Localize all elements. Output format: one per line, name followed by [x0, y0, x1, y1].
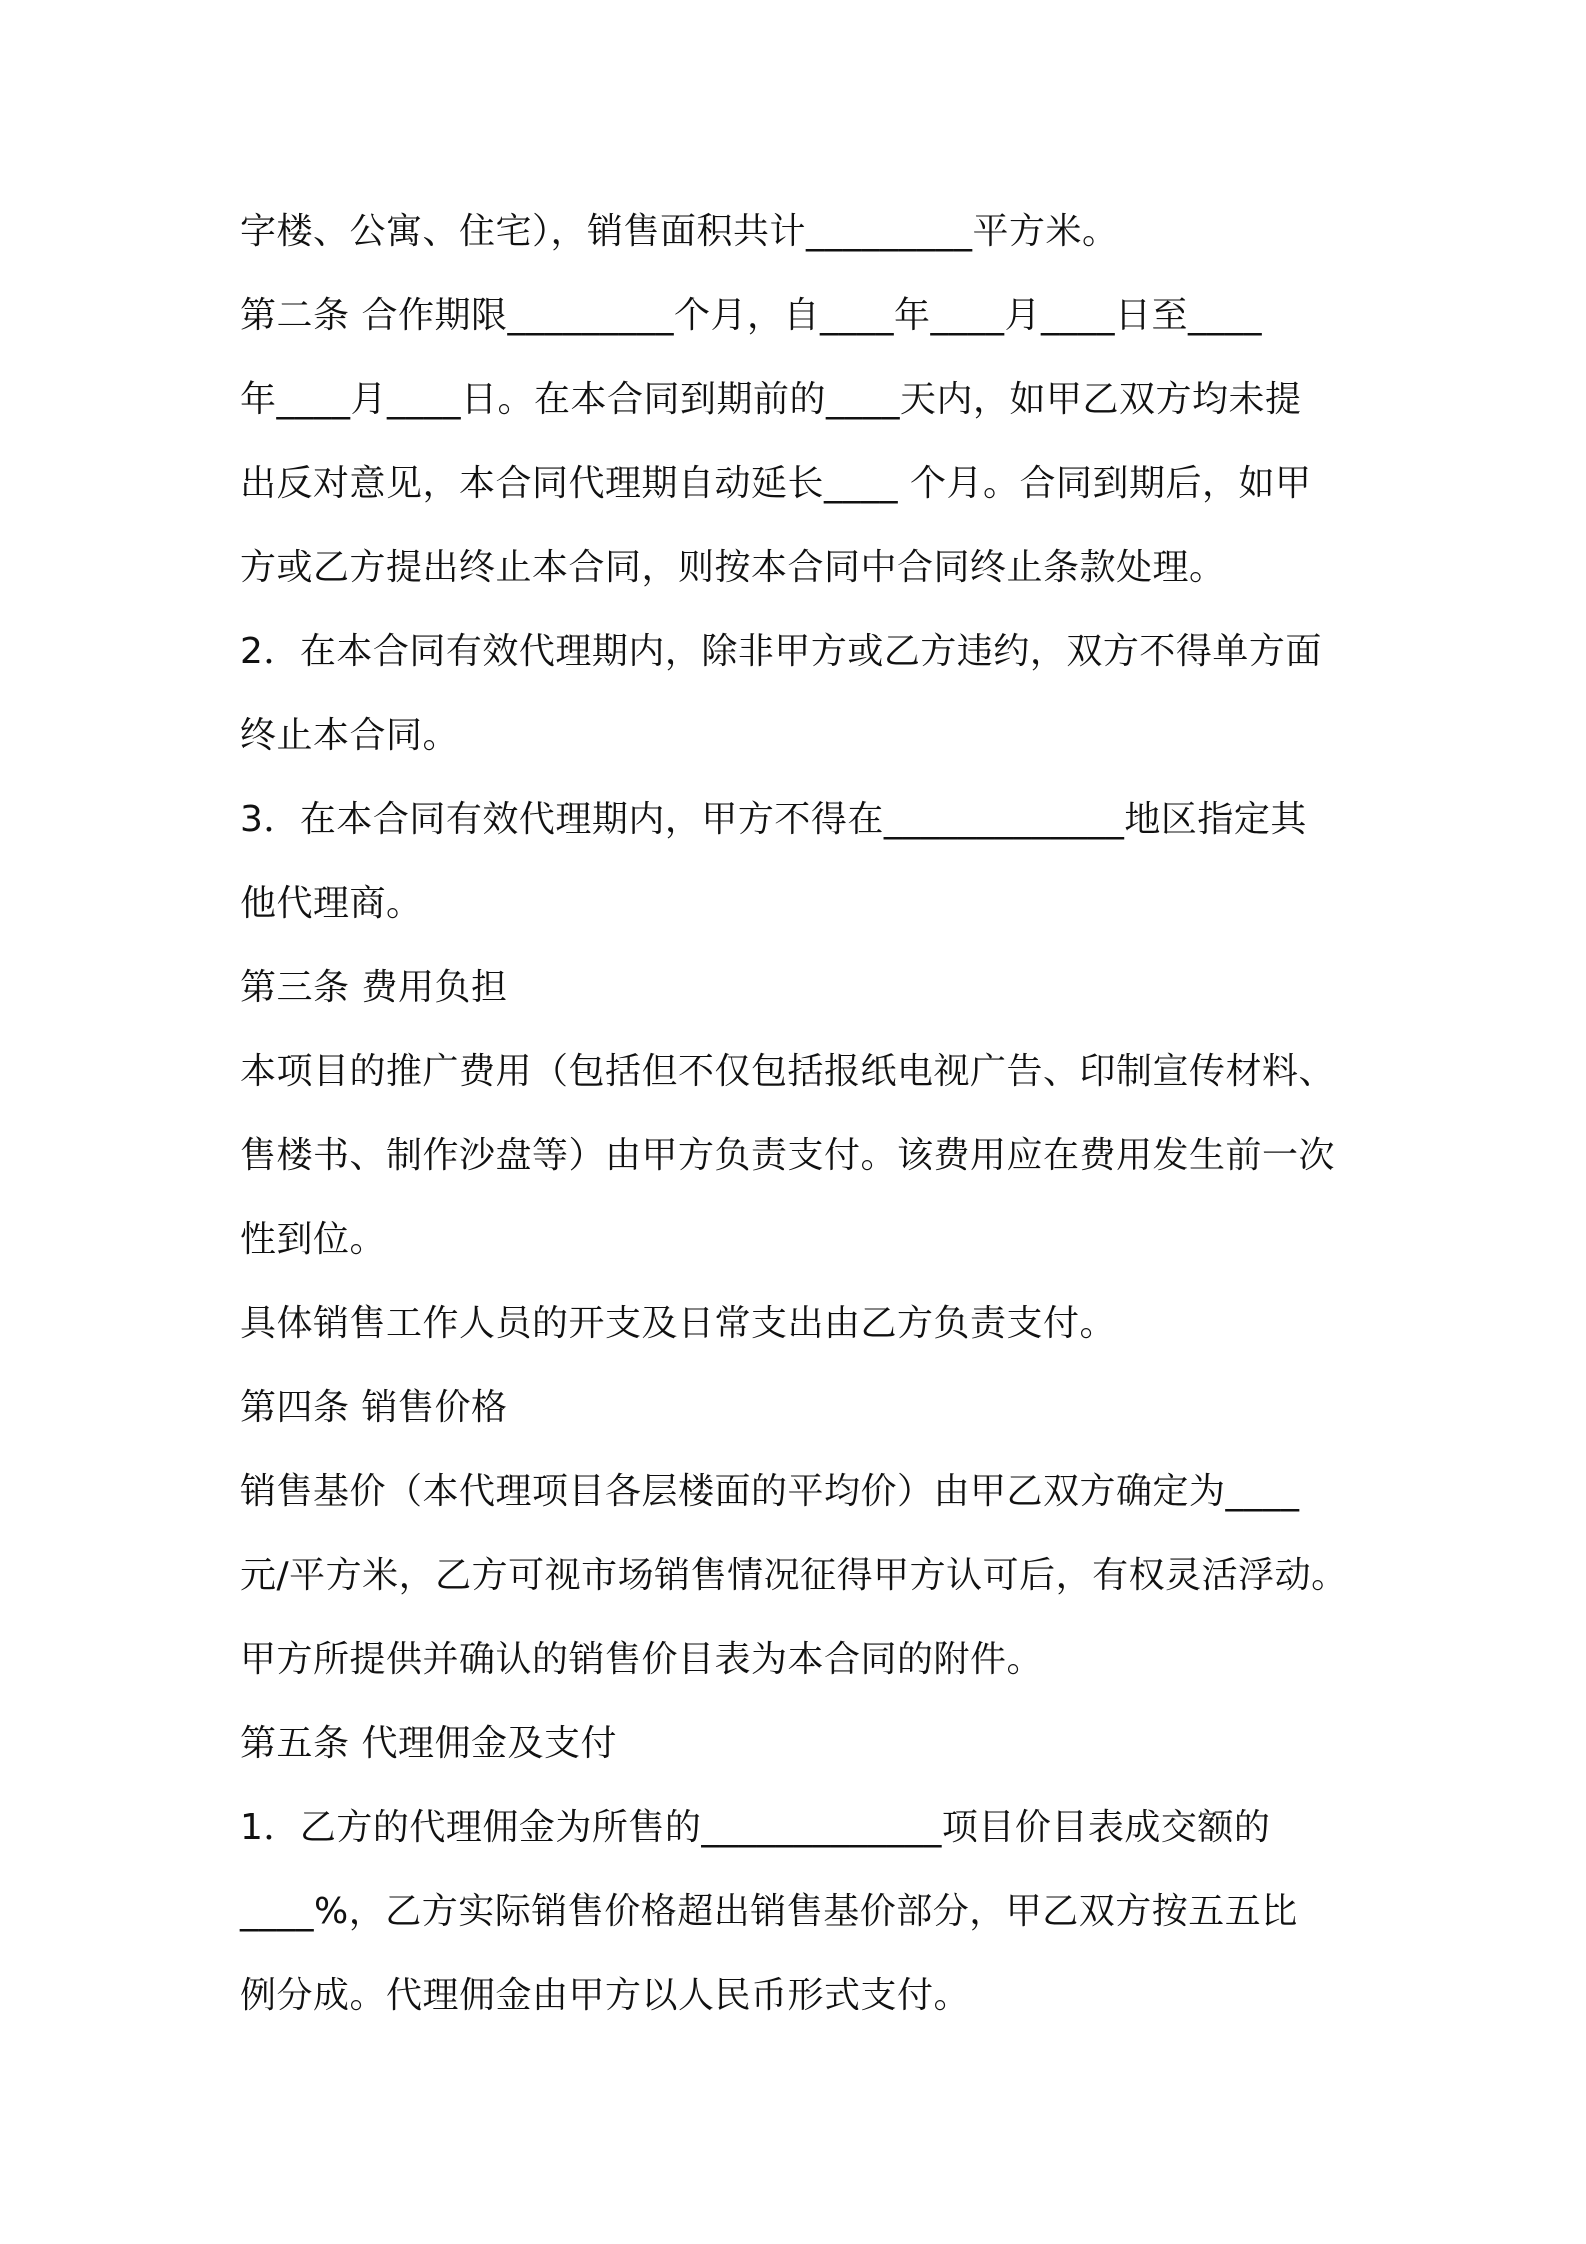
text-line: 销售基价（本代理项目各层楼面的平均价）由甲乙双方确定为____	[240, 1471, 1300, 1512]
text-line: ____%，乙方实际销售价格超出销售基价部分，甲乙双方按五五比	[240, 1891, 1298, 1932]
text-line: 3．在本合同有效代理期内，甲方不得在_____________地区指定其	[240, 799, 1307, 840]
section-heading: 第三条 费用负担	[240, 967, 508, 1008]
text-line: 出反对意见，本合同代理期自动延长____ 个月。合同到期后，如甲	[240, 463, 1312, 504]
text-line: 他代理商。	[240, 883, 423, 924]
text-line: 性到位。	[240, 1219, 387, 1260]
text-line: 年____月____日。在本合同到期前的____天内，如甲乙双方均未提	[240, 379, 1302, 420]
text-line: 售楼书、制作沙盘等）由甲方负责支付。该费用应在费用发生前一次	[240, 1135, 1336, 1176]
section-heading: 第四条 销售价格	[240, 1387, 508, 1428]
document-body	[240, 190, 1360, 2038]
text-line: 具体销售工作人员的开支及日常支出由乙方负责支付。	[240, 1303, 1117, 1344]
text-line: 字楼、公寓、住宅），销售面积共计_________平方米。	[240, 211, 1119, 252]
text-line: 例分成。代理佣金由甲方以人民币形式支付。	[240, 1975, 971, 2016]
text-line: 元/平方米，乙方可视市场销售情况征得甲方认可后，有权灵活浮动。	[240, 1555, 1348, 1596]
text-line: 终止本合同。	[240, 715, 460, 756]
section-heading: 第五条 代理佣金及支付	[240, 1723, 617, 1764]
text-line: 甲方所提供并确认的销售价目表为本合同的附件。	[240, 1639, 1044, 1680]
text-line: 1．乙方的代理佣金为所售的_____________项目价目表成交额的	[240, 1807, 1271, 1848]
text-line: 第二条 合作期限_________个月，自____年____月____日至____	[240, 295, 1262, 336]
text-line: 本项目的推广费用（包括但不仅包括报纸电视广告、印制宣传材料、	[240, 1051, 1336, 1092]
text-line: 2．在本合同有效代理期内，除非甲方或乙方违约，双方不得单方面	[240, 631, 1322, 672]
text-line: 方或乙方提出终止本合同，则按本合同中合同终止条款处理。	[240, 547, 1226, 588]
